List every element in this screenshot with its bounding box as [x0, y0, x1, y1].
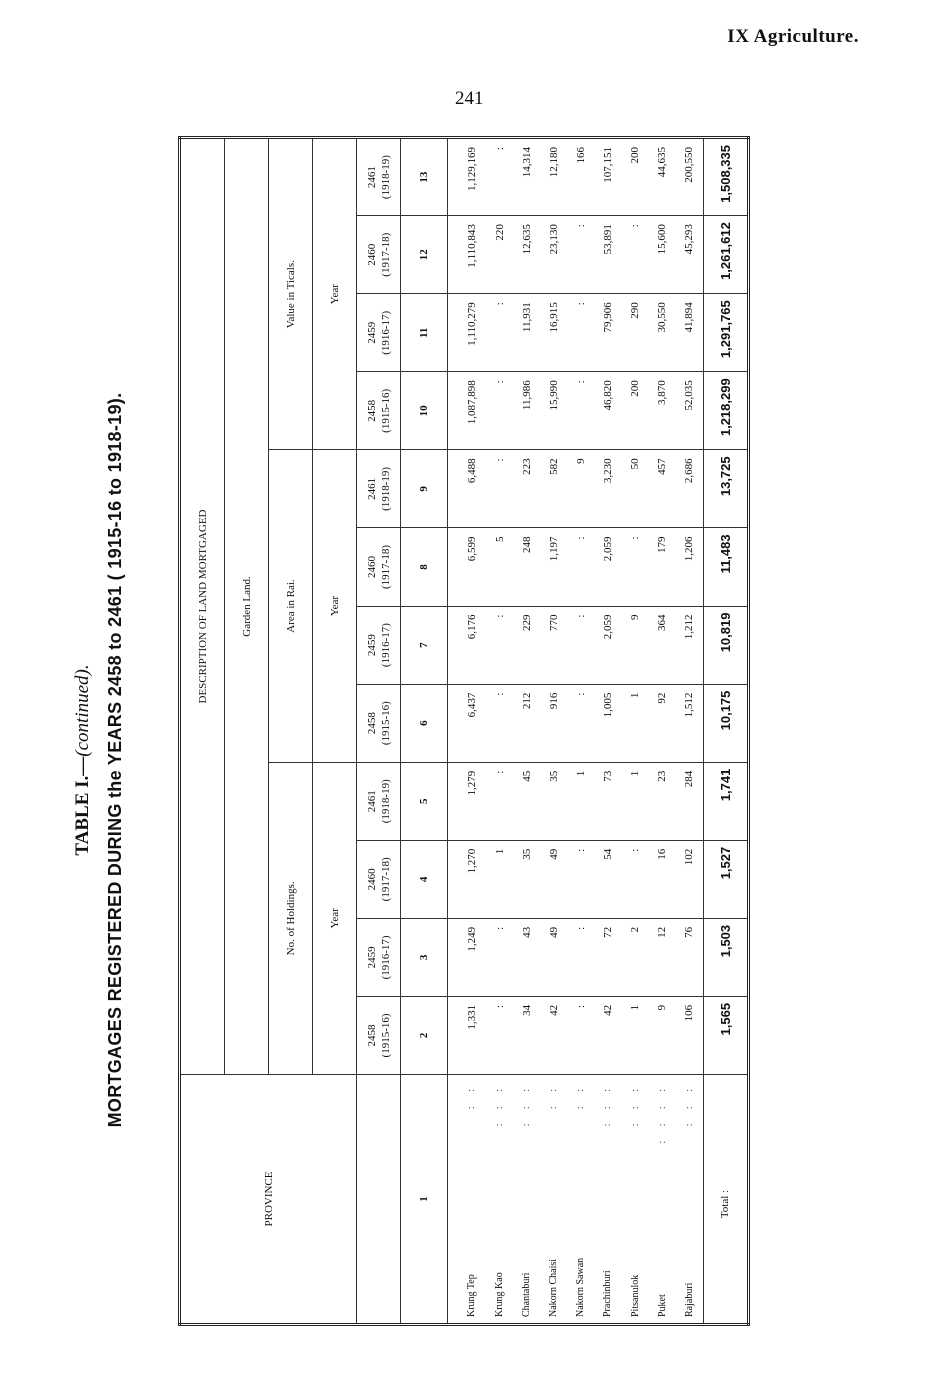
table-cell: 229 — [513, 606, 540, 684]
table-cell: 6,599 — [447, 528, 486, 606]
table-cell: 16 — [649, 840, 676, 918]
table-cell: 42 — [540, 996, 567, 1074]
province-name: Nakorn Chaisi — [548, 1258, 560, 1317]
column-number: 8 — [401, 528, 447, 606]
leader-dots: : : — [575, 1083, 587, 1110]
group-header-area: Area in Rai. — [269, 450, 313, 762]
table-cell: 6,488 — [447, 450, 486, 528]
table-cell: 12,180 — [540, 138, 567, 216]
table-cell: 73 — [594, 762, 621, 840]
province-cell — [513, 1075, 540, 1325]
table-cell: 1,512 — [676, 684, 704, 762]
table-cell: 35 — [540, 762, 567, 840]
table-cell: 1,206 — [676, 528, 704, 606]
total-cell: 1,261,612 — [703, 216, 748, 294]
table-container — [178, 136, 750, 1326]
table-cell: 1 — [621, 684, 648, 762]
province-name: Prachinburi — [602, 1270, 614, 1317]
total-cell: 10,175 — [703, 684, 748, 762]
table-cell: : — [486, 450, 513, 528]
year-be: 2458 — [365, 1024, 378, 1047]
table-cell: : — [621, 528, 648, 606]
province-cell — [621, 1075, 648, 1325]
leader-dots: : : : — [494, 1083, 506, 1127]
total-cell: 1,508,335 — [703, 138, 748, 216]
table-row — [540, 138, 567, 1325]
description-header: DESCRIPTION OF LAND MORTGAGED — [180, 138, 225, 1075]
table-cell: 15,990 — [540, 372, 567, 450]
year-ad: (1917-18) — [379, 232, 392, 277]
title-block — [66, 240, 130, 1280]
province-name: Rajaburi — [683, 1282, 695, 1317]
table-cell: 6,176 — [447, 606, 486, 684]
table-cell: 41,894 — [676, 294, 704, 372]
table-title-continued: (continued). — [72, 664, 93, 757]
table-cell: 3,230 — [594, 450, 621, 528]
province-cell — [676, 1075, 704, 1325]
year-label: Year — [313, 450, 357, 762]
leader-dots: : : — [466, 1083, 478, 1110]
table-cell: 35 — [513, 840, 540, 918]
mortgages-table — [178, 136, 750, 1326]
year-ad: (1915-16) — [379, 701, 392, 746]
table-cell: : — [567, 996, 594, 1074]
year-ad: (1918-19) — [379, 466, 392, 511]
total-cell: 1,291,765 — [703, 294, 748, 372]
province-cell — [567, 1075, 594, 1325]
table-cell: : — [567, 918, 594, 996]
table-cell: : — [486, 294, 513, 372]
year-header-cell — [357, 606, 401, 684]
table-cell: 79,906 — [594, 294, 621, 372]
province-cell — [540, 1075, 567, 1325]
leader-dots: : : : : — [656, 1083, 668, 1144]
table-cell: 179 — [649, 528, 676, 606]
year-ad: (1916-17) — [379, 935, 392, 980]
table-cell: 166 — [567, 138, 594, 216]
total-cell: 1,218,299 — [703, 372, 748, 450]
table-cell: 200,550 — [676, 138, 704, 216]
table-cell: : — [486, 138, 513, 216]
table-cell: 16,915 — [540, 294, 567, 372]
total-label-cell — [703, 1075, 748, 1325]
table-cell: 1,110,843 — [447, 216, 486, 294]
leader-dots: : : : — [521, 1083, 533, 1127]
province-name: Krung Kao — [494, 1272, 506, 1317]
total-cell: 10,819 — [703, 606, 748, 684]
province-cell — [649, 1075, 676, 1325]
table-cell: 45,293 — [676, 216, 704, 294]
table-cell: 12 — [649, 918, 676, 996]
table-cell: 1,005 — [594, 684, 621, 762]
year-ad: (1915-16) — [379, 1013, 392, 1058]
table-cell: 1,087,898 — [447, 372, 486, 450]
table-cell: 284 — [676, 762, 704, 840]
table-cell: : — [567, 840, 594, 918]
table-cell: 916 — [540, 684, 567, 762]
table-cell: 3,870 — [649, 372, 676, 450]
column-number: 5 — [401, 762, 447, 840]
year-header-cell — [357, 294, 401, 372]
year-header-cell — [357, 996, 401, 1074]
year-be: 2460 — [365, 243, 378, 266]
province-header: PROVINCE — [180, 1075, 357, 1325]
leader-dots: : : : — [602, 1083, 614, 1127]
table-row — [621, 138, 648, 1325]
table-cell: 53,891 — [594, 216, 621, 294]
table-cell: 72 — [594, 918, 621, 996]
total-cell: 1,503 — [703, 918, 748, 996]
table-title — [66, 240, 100, 1280]
table-cell: 43 — [513, 918, 540, 996]
table-cell: 54 — [594, 840, 621, 918]
province-cell — [594, 1075, 621, 1325]
year-be: 2459 — [365, 321, 378, 344]
table-cell: : — [621, 216, 648, 294]
table-cell: : — [486, 762, 513, 840]
table-subtitle: MORTGAGES REGISTERED DURING the YEARS 2458 to 2461 ( 1915-16 to 1918-19). — [105, 392, 125, 1128]
table-cell: : — [567, 294, 594, 372]
year-header-cell — [357, 762, 401, 840]
leader-dots: : : : — [683, 1083, 695, 1127]
table-cell: 220 — [486, 216, 513, 294]
column-number: 10 — [401, 372, 447, 450]
table-row — [676, 138, 704, 1325]
table-cell: 76 — [676, 918, 704, 996]
table-cell: 102 — [676, 840, 704, 918]
table-cell: 1,129,169 — [447, 138, 486, 216]
table-cell: 5 — [486, 528, 513, 606]
year-ad: (1918-19) — [379, 779, 392, 824]
total-label: Total — [719, 1195, 732, 1219]
table-cell: 49 — [540, 918, 567, 996]
year-be: 2461 — [365, 790, 378, 813]
column-number: 6 — [401, 684, 447, 762]
year-be: 2459 — [365, 634, 378, 657]
table-title-main: TABLE I.— — [72, 756, 93, 856]
province-name: Krung Tep — [466, 1274, 478, 1317]
table-cell: : — [486, 606, 513, 684]
table-cell: 1,279 — [447, 762, 486, 840]
table-cell: 1 — [621, 762, 648, 840]
year-header-cell — [357, 216, 401, 294]
garden-land-header: Garden Land. — [225, 138, 269, 1075]
province-name: Pitsanulok — [629, 1274, 641, 1317]
table-cell: 364 — [649, 606, 676, 684]
year-ad: (1917-18) — [379, 857, 392, 902]
table-cell: 11,931 — [513, 294, 540, 372]
table-cell: 9 — [649, 996, 676, 1074]
year-ad: (1915-16) — [379, 388, 392, 433]
table-cell: 248 — [513, 528, 540, 606]
province-name: Nakorn Sawan — [575, 1257, 587, 1317]
total-cell: 1,741 — [703, 762, 748, 840]
year-label: Year — [313, 762, 357, 1074]
column-number: 4 — [401, 840, 447, 918]
section-heading: IX Agriculture. — [727, 26, 859, 47]
year-header-cell — [357, 840, 401, 918]
table-cell: 1 — [567, 762, 594, 840]
table-cell: : — [567, 528, 594, 606]
leader-dots: : : — [548, 1083, 560, 1110]
table-cell: 44,635 — [649, 138, 676, 216]
table-cell: 770 — [540, 606, 567, 684]
table-cell: 1,249 — [447, 918, 486, 996]
page-number: 241 — [455, 88, 484, 109]
table-cell: 1,197 — [540, 528, 567, 606]
year-header-cell — [357, 684, 401, 762]
column-number: 11 — [401, 294, 447, 372]
table-cell: 457 — [649, 450, 676, 528]
table-row — [649, 138, 676, 1325]
table-cell: : — [486, 684, 513, 762]
table-cell: 92 — [649, 684, 676, 762]
table-cell: 1 — [621, 996, 648, 1074]
table-cell: 212 — [513, 684, 540, 762]
table-cell: 52,035 — [676, 372, 704, 450]
year-ad: (1918-19) — [379, 155, 392, 200]
year-be: 2461 — [365, 477, 378, 500]
table-cell: 9 — [567, 450, 594, 528]
year-ad: (1917-18) — [379, 545, 392, 589]
year-header-cell — [357, 918, 401, 996]
table-row — [447, 138, 486, 1325]
table-row — [513, 138, 540, 1325]
table-cell: : — [621, 840, 648, 918]
year-be: 2460 — [365, 556, 378, 578]
table-cell: : — [567, 606, 594, 684]
table-cell: 2 — [621, 918, 648, 996]
total-cell: 13,725 — [703, 450, 748, 528]
year-be: 2461 — [365, 166, 378, 189]
year-ad: (1916-17) — [379, 623, 392, 668]
table-cell: : — [486, 996, 513, 1074]
column-number: 7 — [401, 606, 447, 684]
table-cell: 1,212 — [676, 606, 704, 684]
province-year-spacer — [357, 1075, 401, 1325]
table-cell: 1,270 — [447, 840, 486, 918]
table-cell: 106 — [676, 996, 704, 1074]
table-cell: 2,059 — [594, 528, 621, 606]
table-cell: 14,314 — [513, 138, 540, 216]
total-cell: 1,565 — [703, 996, 748, 1074]
table-cell: 200 — [621, 372, 648, 450]
year-be: 2459 — [365, 946, 378, 969]
year-header-cell — [357, 138, 401, 216]
table-cell: 50 — [621, 450, 648, 528]
column-number: 2 — [401, 996, 447, 1074]
total-dots: : — [719, 1183, 732, 1193]
total-cell: 11,483 — [703, 528, 748, 606]
table-cell: : — [567, 684, 594, 762]
province-name: Chantaburi — [521, 1272, 533, 1317]
year-ad: (1916-17) — [379, 310, 392, 355]
table-cell: 1,331 — [447, 996, 486, 1074]
column-number: 1 — [401, 1075, 447, 1325]
table-row — [486, 138, 513, 1325]
total-cell: 1,527 — [703, 840, 748, 918]
year-be: 2458 — [365, 712, 378, 735]
province-cell — [486, 1075, 513, 1325]
year-be: 2458 — [365, 399, 378, 422]
table-row — [594, 138, 621, 1325]
table-cell: 23,130 — [540, 216, 567, 294]
table-cell: 1,110,279 — [447, 294, 486, 372]
year-label: Year — [313, 138, 357, 450]
table-cell: 34 — [513, 996, 540, 1074]
table-cell: 15,600 — [649, 216, 676, 294]
table-cell: 223 — [513, 450, 540, 528]
column-number: 9 — [401, 450, 447, 528]
year-header-cell — [357, 450, 401, 528]
table-cell: : — [486, 918, 513, 996]
province-name: Puket — [656, 1294, 668, 1317]
province-cell — [447, 1075, 486, 1325]
group-header-value: Value in Ticals. — [269, 138, 313, 450]
table-cell: 9 — [621, 606, 648, 684]
year-header-cell — [357, 372, 401, 450]
table-row — [567, 138, 594, 1325]
column-number: 13 — [401, 138, 447, 216]
table-cell: 23 — [649, 762, 676, 840]
year-header-cell — [357, 528, 401, 606]
year-be: 2460 — [365, 868, 378, 891]
table-cell: : — [567, 372, 594, 450]
table-cell: : — [567, 216, 594, 294]
table-cell: 1 — [486, 840, 513, 918]
group-header-holdings: No. of Holdings. — [269, 762, 313, 1074]
table-cell: 46,820 — [594, 372, 621, 450]
table-cell: 6,437 — [447, 684, 486, 762]
table-cell: 42 — [594, 996, 621, 1074]
table-cell: 290 — [621, 294, 648, 372]
table-cell: 200 — [621, 138, 648, 216]
table-cell: 49 — [540, 840, 567, 918]
leader-dots: : : : — [629, 1083, 641, 1127]
table-cell: 582 — [540, 450, 567, 528]
table-cell: 107,151 — [594, 138, 621, 216]
column-number: 12 — [401, 216, 447, 294]
column-number: 3 — [401, 918, 447, 996]
table-cell: 12,635 — [513, 216, 540, 294]
table-cell: 2,686 — [676, 450, 704, 528]
table-cell: 2,059 — [594, 606, 621, 684]
table-cell: : — [486, 372, 513, 450]
table-cell: 30,550 — [649, 294, 676, 372]
table-cell: 11,986 — [513, 372, 540, 450]
table-cell: 45 — [513, 762, 540, 840]
